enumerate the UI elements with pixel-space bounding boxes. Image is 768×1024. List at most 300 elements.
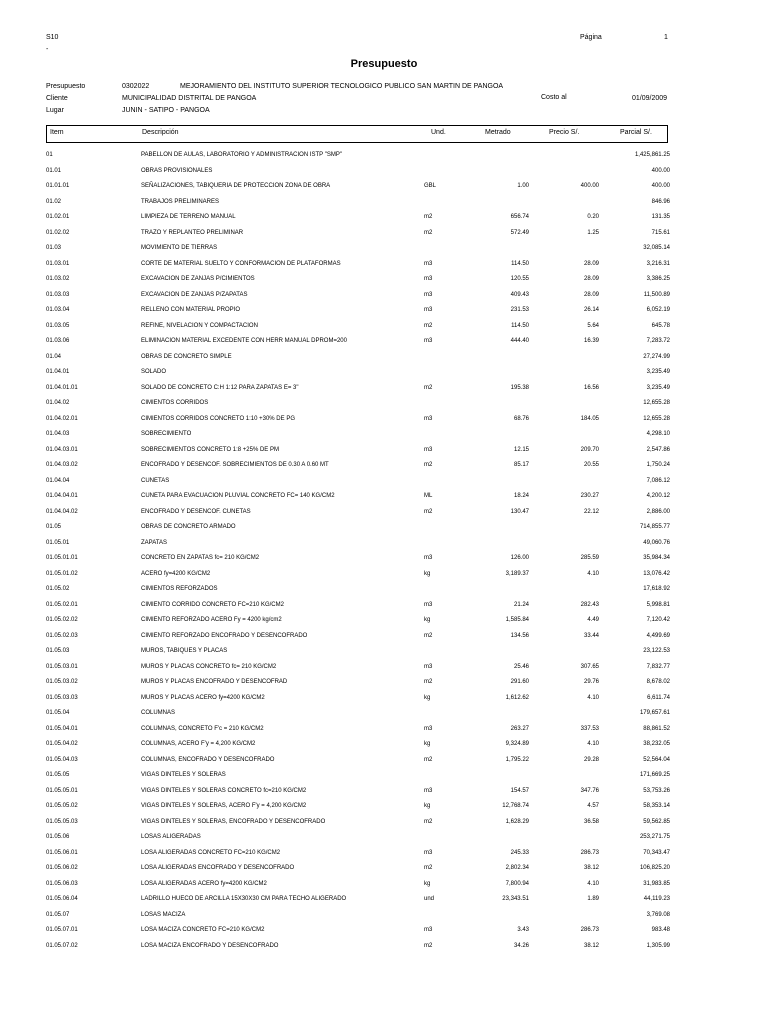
item-parcial: 645.78 (651, 322, 670, 329)
item-parcial: 59,562.85 (643, 818, 670, 825)
item-description: LADRILLO HUECO DE ARCILLA 15X30X30 CM PARA TECHO ALIGERADO (141, 896, 347, 902)
item-description: VIGAS DINTELES Y SOLERAS (141, 772, 226, 778)
item-code: 01.04.04.02 (46, 508, 78, 515)
item-precio: 38.12 (583, 942, 599, 949)
table-row (46, 706, 670, 722)
table-row (46, 195, 670, 211)
item-description: ENCOFRADO Y DESENCOF. SOBRECIMIENTOS DE 0.30 A 0.60 MT (141, 462, 329, 468)
item-parcial: 3,769.08 (646, 911, 670, 918)
item-parcial: 52,564.04 (643, 756, 670, 763)
item-parcial: 17,618.92 (643, 586, 670, 592)
item-code: 01.03.02 (46, 276, 70, 282)
item-metrado: 114.50 (511, 322, 529, 329)
item-description: SOLADO (141, 369, 167, 375)
item-metrado: 68.76 (513, 415, 529, 422)
item-metrado: 12.15 (513, 446, 529, 453)
page-title: Presupuesto (350, 58, 418, 70)
table-row (46, 505, 670, 521)
table-row (46, 257, 670, 273)
item-precio: 5.64 (587, 322, 599, 329)
item-parcial: 7,120.42 (646, 617, 670, 623)
item-description: PABELLON DE AULAS, LABORATORIO Y ADMINISTRACION ISTP "SMP" (141, 152, 342, 158)
item-description: RELLENO CON MATERIAL PROPIO (141, 307, 241, 313)
table-row (46, 939, 670, 955)
table-row (46, 179, 670, 195)
item-metrado: 21.24 (513, 601, 529, 608)
item-unit: m3 (424, 927, 433, 933)
item-code: 01.05.05.03 (46, 818, 78, 825)
item-parcial: 171,669.25 (639, 772, 670, 778)
item-unit: m3 (424, 849, 433, 856)
item-precio: 29.28 (583, 756, 599, 763)
item-parcial: 3,235.49 (646, 369, 670, 375)
item-precio: 286.73 (580, 849, 599, 856)
item-unit: m2 (424, 756, 433, 763)
item-parcial: 3,235.49 (646, 384, 670, 391)
item-code: 01.03 (46, 245, 62, 251)
item-code: 01.05.06 (46, 834, 70, 840)
item-code: 01.04.02.01 (46, 415, 78, 422)
item-precio: 184.05 (580, 415, 599, 422)
item-parcial: 5,998.81 (646, 601, 670, 608)
item-code: 01.04.04.01 (46, 493, 78, 499)
item-code: 01.02.02 (46, 229, 70, 236)
item-description: LOSA ALIGERADAS ACERO fy=4200 KG/CM2 (141, 880, 267, 887)
header-item: Item (50, 129, 64, 136)
item-unit: m3 (424, 446, 433, 453)
item-description: LOSA MACIZA CONCRETO FC=210 KG/CM2 (141, 927, 265, 933)
item-code: 01.05.04.03 (46, 756, 78, 763)
table-row (46, 551, 670, 567)
item-precio: 337.53 (580, 725, 599, 732)
page-number: 1 (664, 34, 668, 41)
table-row (46, 923, 670, 939)
item-precio: 285.59 (580, 555, 599, 561)
item-metrado: 34.26 (513, 942, 529, 949)
lugar-label: Lugar (46, 107, 64, 114)
header-parcial: Parcial S/. (620, 129, 652, 136)
cliente-value: MUNICIPALIDAD DISTRITAL DE PANGOA (122, 95, 257, 102)
item-code: 01.05.07.01 (46, 927, 78, 933)
item-code: 01.05.05.02 (46, 803, 78, 809)
item-code: 01.05.03 (46, 648, 70, 654)
item-precio: 0.20 (587, 214, 599, 220)
item-parcial: 7,832.77 (646, 663, 670, 670)
item-code: 01.05.02.03 (46, 632, 78, 639)
item-metrado: 231.53 (510, 307, 529, 313)
item-code: 01.05.05 (46, 772, 70, 778)
item-parcial: 1,750.24 (646, 462, 670, 468)
item-unit: m3 (424, 276, 433, 282)
item-unit: m2 (424, 632, 433, 639)
item-description: CIMIENTO REFORZADO ENCOFRADO Y DESENCOFRADO (141, 632, 308, 639)
table-row (46, 861, 670, 877)
table-row (46, 489, 670, 505)
item-parcial: 31,983.85 (643, 880, 670, 887)
item-code: 01.03.03 (46, 291, 70, 298)
item-parcial: 1,425,861.25 (634, 152, 670, 158)
table-row (46, 288, 670, 304)
item-metrado: 1.00 (517, 183, 529, 189)
item-metrado: 572.49 (510, 229, 529, 236)
table-row (46, 598, 670, 614)
item-description: CIMIENTO REFORZADO ACERO Fy = 4200 kg/cm2 (141, 617, 282, 623)
item-precio: 29.76 (583, 679, 599, 685)
item-code: 01.05.03.02 (46, 679, 78, 685)
item-precio: 38.12 (583, 865, 599, 871)
item-metrado: 1,612.62 (505, 694, 529, 701)
item-metrado: 18.24 (513, 493, 529, 499)
item-metrado: 444.40 (510, 338, 529, 344)
item-code: 01.04.03 (46, 431, 70, 437)
item-unit: m3 (424, 601, 433, 608)
item-description: LOSA ALIGERADAS CONCRETO FC=210 KG/CM2 (141, 849, 281, 856)
item-code: 01.05.05.01 (46, 787, 78, 794)
item-description: OBRAS DE CONCRETO SIMPLE (141, 353, 232, 360)
table-row (46, 892, 670, 908)
item-unit: kg (424, 694, 431, 701)
table-row (46, 691, 670, 707)
lugar-value: JUNIN - SATIPO - PANGOA (122, 107, 210, 114)
item-precio: 22.12 (583, 508, 599, 515)
top-dot: - (46, 46, 49, 53)
item-code: 01.02 (46, 198, 62, 205)
item-parcial: 4,200.12 (646, 493, 670, 499)
item-parcial: 2,886.00 (646, 508, 670, 515)
item-parcial: 38,232.05 (643, 741, 670, 747)
item-unit: m3 (424, 338, 433, 344)
table-row (46, 846, 670, 862)
item-metrado: 195.38 (510, 384, 529, 391)
item-description: CIMIENTOS CORRIDOS (141, 400, 209, 406)
item-metrado: 9,324.89 (505, 741, 529, 747)
item-description: OBRAS PROVISIONALES (141, 167, 213, 174)
item-metrado: 25.46 (513, 663, 529, 670)
item-metrado: 85.17 (513, 462, 529, 468)
item-description: COLUMNAS (141, 710, 176, 716)
item-parcial: 1,305.99 (646, 942, 670, 949)
item-code: 01.05 (46, 524, 62, 530)
table-row (46, 567, 670, 583)
table-row (46, 412, 670, 428)
item-description: CORTE DE MATERIAL SUELTO Y CONFORMACION DE PLATAFORMAS (141, 260, 341, 267)
table-row (46, 536, 670, 552)
table-row (46, 908, 670, 924)
item-code: 01.05.06.02 (46, 865, 78, 871)
item-parcial: 23,122.53 (643, 648, 670, 654)
header-precio: Precio S/. (549, 129, 580, 136)
item-description: CONCRETO EN ZAPATAS fc= 210 KG/CM2 (141, 555, 260, 561)
item-precio: 400.00 (580, 183, 599, 189)
table-row (46, 629, 670, 645)
item-metrado: 12,768.74 (502, 803, 529, 809)
item-code: 01.05.03.01 (46, 663, 78, 670)
item-parcial: 6,052.19 (646, 307, 670, 313)
item-parcial: 11,500.89 (643, 291, 670, 298)
item-parcial: 7,283.72 (646, 338, 670, 344)
item-code: 01.01 (46, 167, 62, 174)
item-parcial: 983.48 (651, 927, 670, 933)
item-unit: m2 (424, 384, 433, 391)
table-row (46, 396, 670, 412)
table-row (46, 520, 670, 536)
item-parcial: 4,298.10 (646, 431, 670, 437)
item-code: 01.04.01.01 (46, 384, 78, 391)
table-row (46, 675, 670, 691)
item-metrado: 130.47 (510, 508, 529, 515)
item-description: CUNETA PARA EVACUACION PLUVIAL CONCRETO FC= 140 KG/CM2 (141, 493, 335, 499)
item-parcial: 32,085.14 (643, 245, 670, 251)
item-parcial: 253,271.75 (639, 834, 670, 840)
table-row (46, 737, 670, 753)
item-description: VIGAS DINTELES Y SOLERAS, ACERO F'y = 4,200 KG/CM2 (141, 803, 307, 809)
item-code: 01.04.03.01 (46, 446, 78, 453)
table-row (46, 303, 670, 319)
table-row (46, 148, 670, 164)
item-unit: m2 (424, 818, 433, 825)
costo-label: Costo al (541, 94, 567, 101)
table-row (46, 319, 670, 335)
item-code: 01.04.02 (46, 400, 70, 406)
item-code: 01.03.01 (46, 260, 70, 267)
item-metrado: 7,800.94 (505, 880, 529, 887)
item-precio: 4.57 (587, 803, 599, 809)
item-unit: kg (424, 741, 431, 747)
item-parcial: 3,216.31 (646, 260, 670, 267)
table-header (46, 125, 668, 143)
table-row (46, 753, 670, 769)
item-precio: 33.44 (583, 632, 599, 639)
item-parcial: 179,657.61 (639, 710, 670, 716)
item-unit: m2 (424, 508, 433, 515)
table-row (46, 815, 670, 831)
item-unit: m2 (424, 462, 433, 468)
table-row (46, 350, 670, 366)
item-precio: 1.89 (587, 896, 599, 902)
item-parcial: 27,274.99 (643, 353, 670, 360)
item-parcial: 88,861.52 (643, 725, 670, 732)
item-description: MUROS Y PLACAS ENCOFRADO Y DESENCOFRAD (141, 679, 288, 685)
item-parcial: 2,547.86 (646, 446, 670, 453)
table-row (46, 458, 670, 474)
item-unit: GBL (424, 183, 437, 189)
item-unit: m3 (424, 260, 433, 267)
table-row (46, 830, 670, 846)
budget-table (46, 148, 670, 954)
table-row (46, 443, 670, 459)
table-row (46, 427, 670, 443)
item-metrado: 656.74 (510, 214, 529, 220)
table-row (46, 660, 670, 676)
presupuesto-description: MEJORAMIENTO DEL INSTITUTO SUPERIOR TECNOLOGICO PUBLICO SAN MARTIN DE PANGOA (180, 83, 504, 90)
item-metrado: 2,802.34 (505, 865, 529, 871)
item-metrado: 1,628.29 (505, 818, 529, 825)
item-parcial: 58,353.14 (643, 803, 670, 809)
item-description: MOVIMIENTO DE TIERRAS (141, 245, 218, 251)
item-code: 01.05.06.01 (46, 849, 78, 856)
item-metrado: 23,343.51 (502, 896, 529, 902)
item-parcial: 53,753.26 (643, 787, 670, 794)
item-metrado: 134.56 (510, 632, 529, 639)
item-precio: 1.25 (587, 229, 599, 236)
item-parcial: 13,076.42 (643, 570, 670, 577)
item-code: 01.05.02.01 (46, 601, 78, 608)
item-description: ENCOFRADO Y DESENCOF. CUNETAS (141, 508, 251, 515)
item-precio: 4.10 (587, 741, 599, 747)
item-unit: ML (424, 493, 433, 499)
item-code: 01.05.06.04 (46, 896, 78, 902)
item-code: 01.05.04.01 (46, 725, 78, 732)
item-precio: 286.73 (580, 927, 599, 933)
table-row (46, 226, 670, 242)
item-precio: 282.43 (580, 601, 599, 608)
item-code: 01.05.03.03 (46, 694, 78, 701)
item-parcial: 12,655.28 (643, 415, 670, 422)
item-parcial: 6,611.74 (647, 694, 670, 701)
item-description: LOSAS ALIGERADAS (141, 834, 201, 840)
item-parcial: 400.00 (651, 183, 670, 189)
item-description: ELIMINACION MATERIAL EXCEDENTE CON HERR MANUAL DPROM=200 (141, 338, 347, 344)
item-parcial: 8,678.02 (646, 679, 670, 685)
item-metrado: 120.55 (510, 276, 529, 282)
table-row (46, 381, 670, 397)
item-description: EXCAVACION DE ZANJAS P/ZAPATAS (141, 291, 248, 298)
header-descripcion: Descripción (142, 129, 179, 136)
item-description: CIMIENTO CORRIDO CONCRETO FC=210 KG/CM2 (141, 601, 284, 608)
item-description: TRAZO Y REPLANTEO PRELIMINAR (141, 229, 244, 236)
item-metrado: 409.43 (510, 291, 529, 298)
item-description: SOBRECIMIENTO (141, 431, 192, 437)
item-parcial: 4,499.69 (646, 632, 670, 639)
item-parcial: 846.96 (651, 198, 670, 205)
item-parcial: 35,984.34 (643, 555, 670, 561)
table-row (46, 768, 670, 784)
item-unit: m3 (424, 555, 433, 561)
item-unit: und (424, 896, 435, 902)
item-unit: m3 (424, 291, 433, 298)
item-metrado: 154.57 (510, 787, 529, 794)
item-precio: 16.56 (583, 384, 599, 391)
table-row (46, 613, 670, 629)
item-precio: 28.09 (583, 260, 599, 267)
item-description: SOBRECIMIENTOS CONCRETO 1:8 +25% DE PM (141, 446, 279, 453)
item-description: COLUMNAS, ENCOFRADO Y DESENCOFRADO (141, 756, 275, 763)
item-description: EXCAVACION DE ZANJAS P/CIMIENTOS (141, 276, 255, 282)
item-metrado: 126.00 (510, 555, 529, 561)
item-precio: 36.58 (583, 818, 599, 825)
item-metrado: 3,189.37 (505, 570, 529, 577)
table-row (46, 474, 670, 490)
item-precio: 209.70 (580, 446, 599, 453)
item-description: ACERO fy=4200 KG/CM2 (141, 570, 211, 577)
table-row (46, 164, 670, 180)
item-description: COLUMNAS, CONCRETO F'c = 210 KG/CM2 (141, 725, 264, 732)
item-description: MUROS Y PLACAS CONCRETO fc= 210 KG/CM2 (141, 663, 277, 670)
item-metrado: 1,795.22 (505, 756, 529, 763)
item-description: REFINE, NIVELACION Y COMPACTACION (141, 322, 258, 329)
item-parcial: 49,060.76 (643, 539, 670, 546)
item-description: VIGAS DINTELES Y SOLERAS, ENCOFRADO Y DESENCOFRADO (141, 818, 326, 825)
header-metrado: Metrado (485, 129, 511, 136)
page-label: Página (580, 34, 602, 41)
item-description: LOSAS MACIZA (141, 911, 186, 918)
item-unit: m2 (424, 322, 433, 329)
item-description: LIMPIEZA DE TERRENO MANUAL (141, 214, 236, 220)
item-description: CUNETAS (141, 477, 170, 484)
item-code: 01.01.01 (46, 183, 70, 189)
table-row (46, 784, 670, 800)
header-und: Und. (431, 129, 446, 136)
item-description: SEÑALIZACIONES, TABIQUERIA DE PROTECCION ZONA DE OBRA (141, 183, 331, 189)
item-precio: 4.49 (587, 617, 599, 623)
item-unit: m3 (424, 787, 433, 794)
item-precio: 28.09 (583, 276, 599, 282)
table-row (46, 210, 670, 226)
item-code: 01.05.01 (46, 539, 70, 546)
item-code: 01.05.06.03 (46, 880, 78, 887)
item-description: VIGAS DINTELES Y SOLERAS CONCRETO fc=210 KG/CM2 (141, 787, 307, 794)
item-precio: 4.10 (587, 880, 599, 887)
item-unit: m3 (424, 415, 433, 422)
item-unit: m2 (424, 865, 433, 871)
item-unit: m2 (424, 679, 433, 685)
table-row (46, 644, 670, 660)
item-unit: m2 (424, 214, 433, 220)
item-unit: m3 (424, 725, 433, 732)
item-unit: m3 (424, 663, 433, 670)
item-description: MUROS, TABIQUES Y PLACAS (141, 648, 228, 654)
item-precio: 28.09 (583, 291, 599, 298)
item-parcial: 400.00 (651, 167, 670, 174)
item-unit: m2 (424, 229, 433, 236)
item-parcial: 714,855.77 (639, 524, 670, 530)
item-code: 01.05.07.02 (46, 942, 78, 949)
item-precio: 230.27 (580, 493, 599, 499)
item-description: COLUMNAS, ACERO F'y = 4,200 KG/CM2 (141, 741, 256, 747)
item-metrado: 291.60 (510, 679, 529, 685)
item-metrado: 114.50 (511, 260, 529, 267)
table-row (46, 365, 670, 381)
item-precio: 4.10 (587, 694, 599, 701)
table-row (46, 582, 670, 598)
item-precio: 16.39 (583, 338, 599, 344)
item-code: 01.03.06 (46, 338, 70, 344)
table-row (46, 241, 670, 257)
item-unit: kg (424, 803, 431, 809)
item-code: 01.05.02.02 (46, 617, 78, 623)
item-metrado: 1,585.84 (505, 617, 529, 623)
table-row (46, 334, 670, 350)
item-parcial: 12,655.28 (643, 400, 670, 406)
item-description: SOLADO DE CONCRETO C:H 1:12 PARA ZAPATAS E= 3" (141, 384, 299, 391)
item-code: 01.05.02 (46, 586, 70, 592)
item-code: 01.04.03.02 (46, 462, 78, 468)
item-description: CIMIENTOS CORRIDOS CONCRETO 1:10 +30% DE PG (141, 415, 295, 422)
item-code: 01.03.04 (46, 307, 70, 313)
item-parcial: 106,825.20 (639, 865, 670, 871)
item-description: CIMIENTOS REFORZADOS (141, 586, 218, 592)
item-code: 01.03.05 (46, 322, 70, 329)
item-unit: m2 (424, 942, 433, 949)
system-code: S10 (46, 34, 59, 41)
item-code: 01.04 (46, 353, 62, 360)
presupuesto-code: 0302022 (122, 83, 150, 90)
item-precio: 307.65 (580, 663, 599, 670)
item-code: 01.05.01.02 (46, 570, 78, 577)
table-row (46, 272, 670, 288)
item-precio: 4.10 (587, 570, 599, 577)
item-description: MUROS Y PLACAS ACERO fy=4200 KG/CM2 (141, 694, 265, 701)
